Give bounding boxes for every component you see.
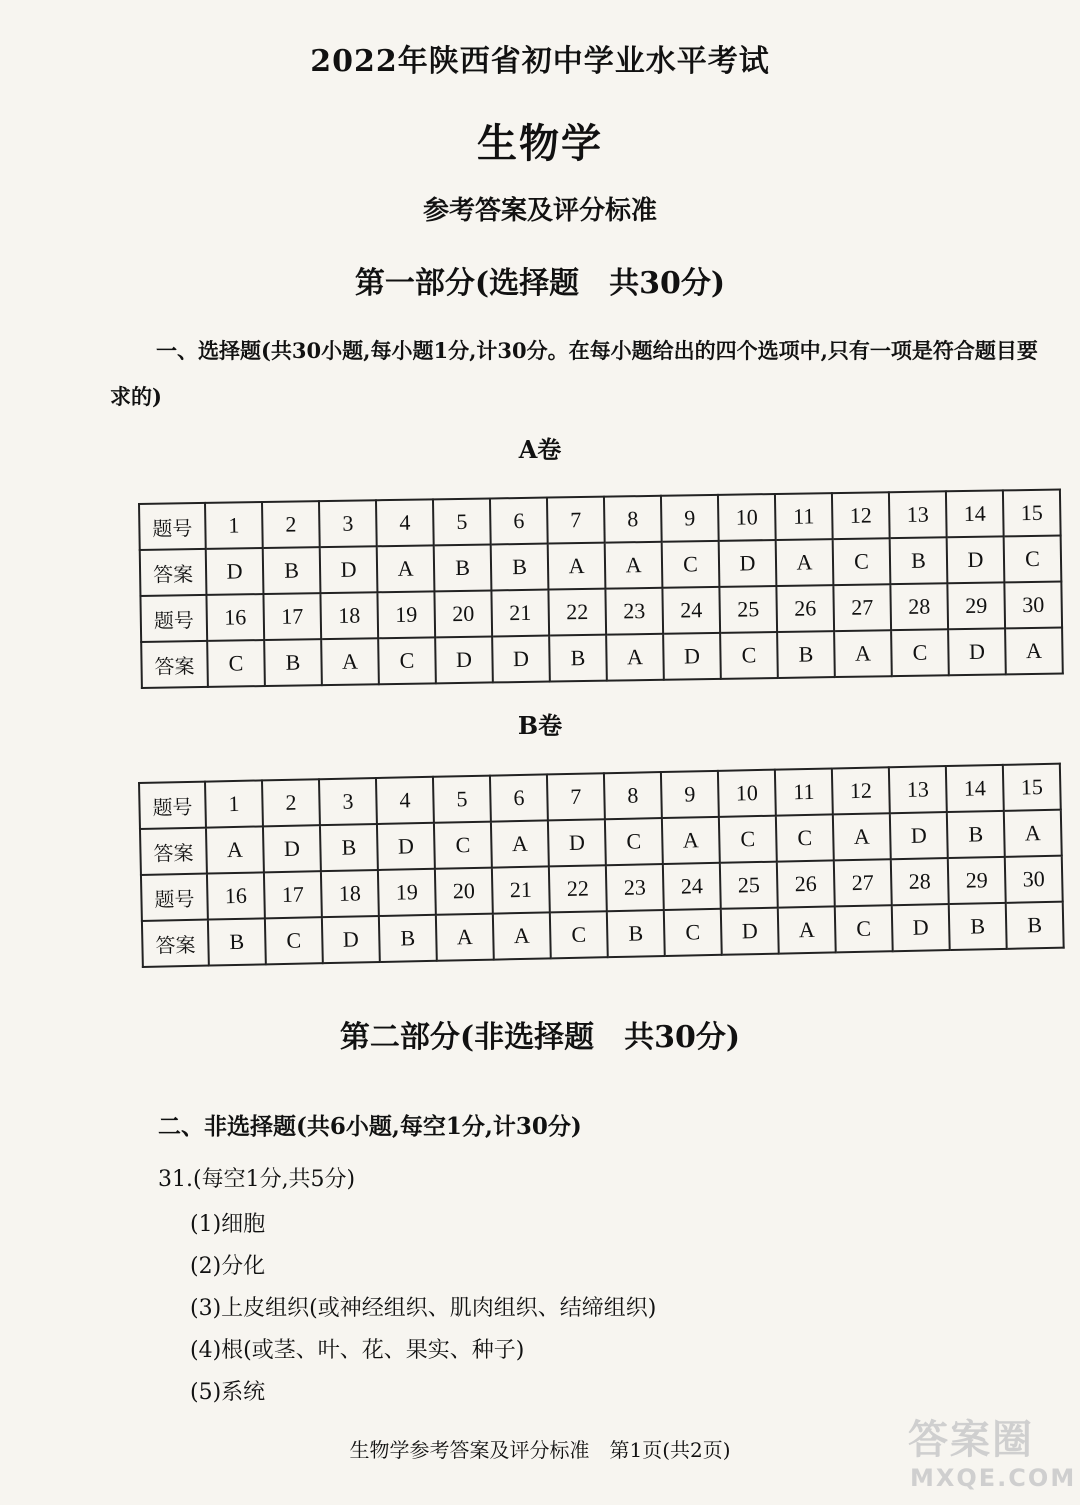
question-number-cell: 25 [720,862,778,909]
question-number-cell: 4 [376,777,434,824]
watermark-url: MXQE.COM [910,1464,1077,1492]
answer-cell: D [663,633,721,680]
question-number-cell: 2 [262,779,320,826]
answer-cell: A [662,817,720,864]
row-header-answer: 答案 [142,920,209,967]
question-number-cell: 6 [490,498,548,545]
answer-cell: D [377,823,435,870]
question-number-cell: 13 [889,766,947,813]
question-number-cell: 30 [1005,856,1063,903]
question-number-cell: 23 [606,864,664,911]
row-header-answer: 答案 [140,549,207,596]
answer-cell: B [264,639,322,686]
answer-cell: A [1004,810,1062,857]
answer-cell: B [491,544,549,591]
question-number-cell: 26 [777,860,835,907]
question-number-cell: 24 [662,587,720,634]
question-number-cell: 23 [605,588,663,635]
answer-cell: A [206,826,264,873]
watermark-logo [900,1408,1077,1498]
row-header-number: 题号 [139,503,206,550]
question-number-cell: 2 [262,501,320,548]
question-number-cell: 15 [1003,490,1061,537]
answer-cell: C [720,632,778,679]
answer-item: (1)细胞 [190,1212,266,1237]
answer-cell: B [434,544,492,591]
document-title: 参考答案及评分标准 [422,196,657,226]
answer-cell: A [833,813,891,860]
question-number-cell: 25 [719,586,777,633]
question-number-cell: 11 [775,768,833,815]
answer-cell: C [835,905,893,952]
answer-cell: C [434,822,492,869]
question-number-cell: 3 [319,500,377,547]
answer-cell: C [662,541,720,588]
question-number-cell: 22 [548,589,606,636]
answer-cell: B [890,537,948,584]
question-number-cell: 29 [947,582,1005,629]
answer-cell: B [208,918,266,965]
answer-cell: C [891,629,949,676]
question-31-answers [190,1204,656,1414]
question-number-cell: 14 [946,765,1004,812]
answer-cell: D [206,548,264,595]
question-number-cell: 22 [549,865,607,912]
part1-title: 第一部分(选择题 共30分) [354,266,726,301]
exam-title: 2022年陕西省初中学业水平考试 [310,44,770,79]
question-number-cell: 10 [718,494,776,541]
answer-cell: D [892,904,950,951]
question-number-cell: 16 [207,872,265,919]
question-number-cell: 26 [776,585,834,632]
answer-cell: D [721,908,779,955]
question-number-cell: 14 [946,490,1004,537]
question-number-cell: 1 [205,502,263,549]
answer-cell: C [207,640,265,687]
question-number-cell: 12 [832,492,890,539]
question-number-cell: 6 [490,774,548,821]
question-number-cell: 9 [661,771,719,818]
answer-cell: B [1006,902,1064,949]
answer-cell: A [321,638,379,685]
row-header-number: 题号 [139,782,206,829]
question-number-cell: 29 [948,857,1006,904]
answer-cell: B [949,903,1007,950]
answer-cell: B [263,547,321,594]
question-number-cell: 3 [319,778,377,825]
answer-cell: C [664,909,722,956]
answer-cell: A [491,820,549,867]
question-number-cell: 20 [435,868,493,915]
question-number-cell: 10 [718,770,776,817]
answer-cell: B [549,635,607,682]
volume-a-answer-table [138,489,1064,689]
subject-title: 生物学 [477,120,603,167]
section2-instructions: 二、非选择题(共6小题,每空1分,计30分) [158,1113,582,1140]
question-number-cell: 13 [889,491,947,538]
row-header-number: 题号 [141,874,208,921]
answer-cell: A [606,634,664,681]
answer-cell: D [947,536,1005,583]
question-number-cell: 11 [775,493,833,540]
volume-b-answer-table [138,763,1065,968]
answer-cell: D [263,825,321,872]
question-number-cell: 21 [491,590,549,637]
question-number-cell: 30 [1004,582,1062,629]
question-number-cell: 7 [547,497,605,544]
watermark-text: 答案圈 [908,1417,1034,1463]
answer-cell: C [776,814,834,861]
answer-cell: D [320,546,378,593]
question-number-cell: 20 [434,590,492,637]
answer-item: (4)根(或茎、叶、花、果实、种子) [190,1338,525,1363]
question-number-cell: 17 [264,871,322,918]
answer-cell: A [493,912,551,959]
answer-cell: D [548,819,606,866]
answer-cell: A [834,630,892,677]
answer-cell: A [778,906,836,953]
question-number-cell: 19 [377,591,435,638]
question-31-header: 31.(每空1分,共5分) [158,1167,356,1192]
question-number-cell: 7 [547,773,605,820]
volume-b-label: B卷 [517,711,563,740]
question-number-cell: 15 [1003,764,1061,811]
question-number-cell: 5 [433,498,491,545]
question-number-cell: 28 [890,583,948,630]
answer-cell: A [605,542,663,589]
row-header-number: 题号 [140,595,207,642]
answer-cell: D [322,916,380,963]
answer-cell: B [379,915,437,962]
answer-cell: A [548,543,606,590]
answer-cell: B [320,824,378,871]
answer-cell: A [436,914,494,961]
volume-a-label: A卷 [518,435,562,464]
answer-cell: C [378,637,436,684]
row-header-answer: 答案 [141,641,208,688]
answer-item: (3)上皮组织(或神经组织、肌肉组织、结缔组织) [190,1296,657,1321]
question-number-cell: 16 [206,594,264,641]
answer-cell: C [833,538,891,585]
question-number-cell: 18 [320,592,378,639]
answer-cell: C [550,911,608,958]
answer-cell: B [607,910,665,957]
answer-cell: D [435,636,493,683]
question-number-cell: 9 [661,495,719,542]
section1-instructions: 一、选择题(共30小题,每小题1分,计30分。在每小题给出的四个选项中,只有一项是符合题目要求的) [110,338,1038,409]
answer-cell: C [605,818,663,865]
answer-cell: D [890,812,948,859]
question-number-cell: 18 [321,870,379,917]
answer-cell: B [947,811,1005,858]
question-number-cell: 8 [604,772,662,819]
answer-cell: D [719,540,777,587]
answer-item: (2)分化 [190,1254,266,1279]
answer-cell: D [948,628,1006,675]
answer-cell: A [377,545,435,592]
question-number-cell: 27 [833,584,891,631]
question-number-cell: 24 [663,863,721,910]
question-number-cell: 4 [376,499,434,546]
question-number-cell: 27 [834,859,892,906]
answer-cell: C [719,816,777,863]
answer-item: (5)系统 [190,1380,266,1405]
question-number-cell: 12 [832,767,890,814]
answer-cell: A [776,539,834,586]
part2-title: 第二部分(非选择题 共30分) [339,1020,741,1055]
answer-cell: A [1005,628,1063,675]
question-number-cell: 8 [604,496,662,543]
answer-cell: D [492,636,550,683]
question-number-cell: 21 [492,866,550,913]
question-number-cell: 5 [433,776,491,823]
question-number-cell: 28 [891,858,949,905]
row-header-answer: 答案 [140,828,207,875]
answer-cell: C [1004,536,1062,583]
answer-cell: C [265,917,323,964]
question-number-cell: 19 [378,869,436,916]
question-number-cell: 17 [263,593,321,640]
question-number-cell: 1 [205,780,263,827]
answer-cell: B [777,631,835,678]
page-footer: 生物学参考答案及评分标准 第1页(共2页) [349,1438,731,1462]
